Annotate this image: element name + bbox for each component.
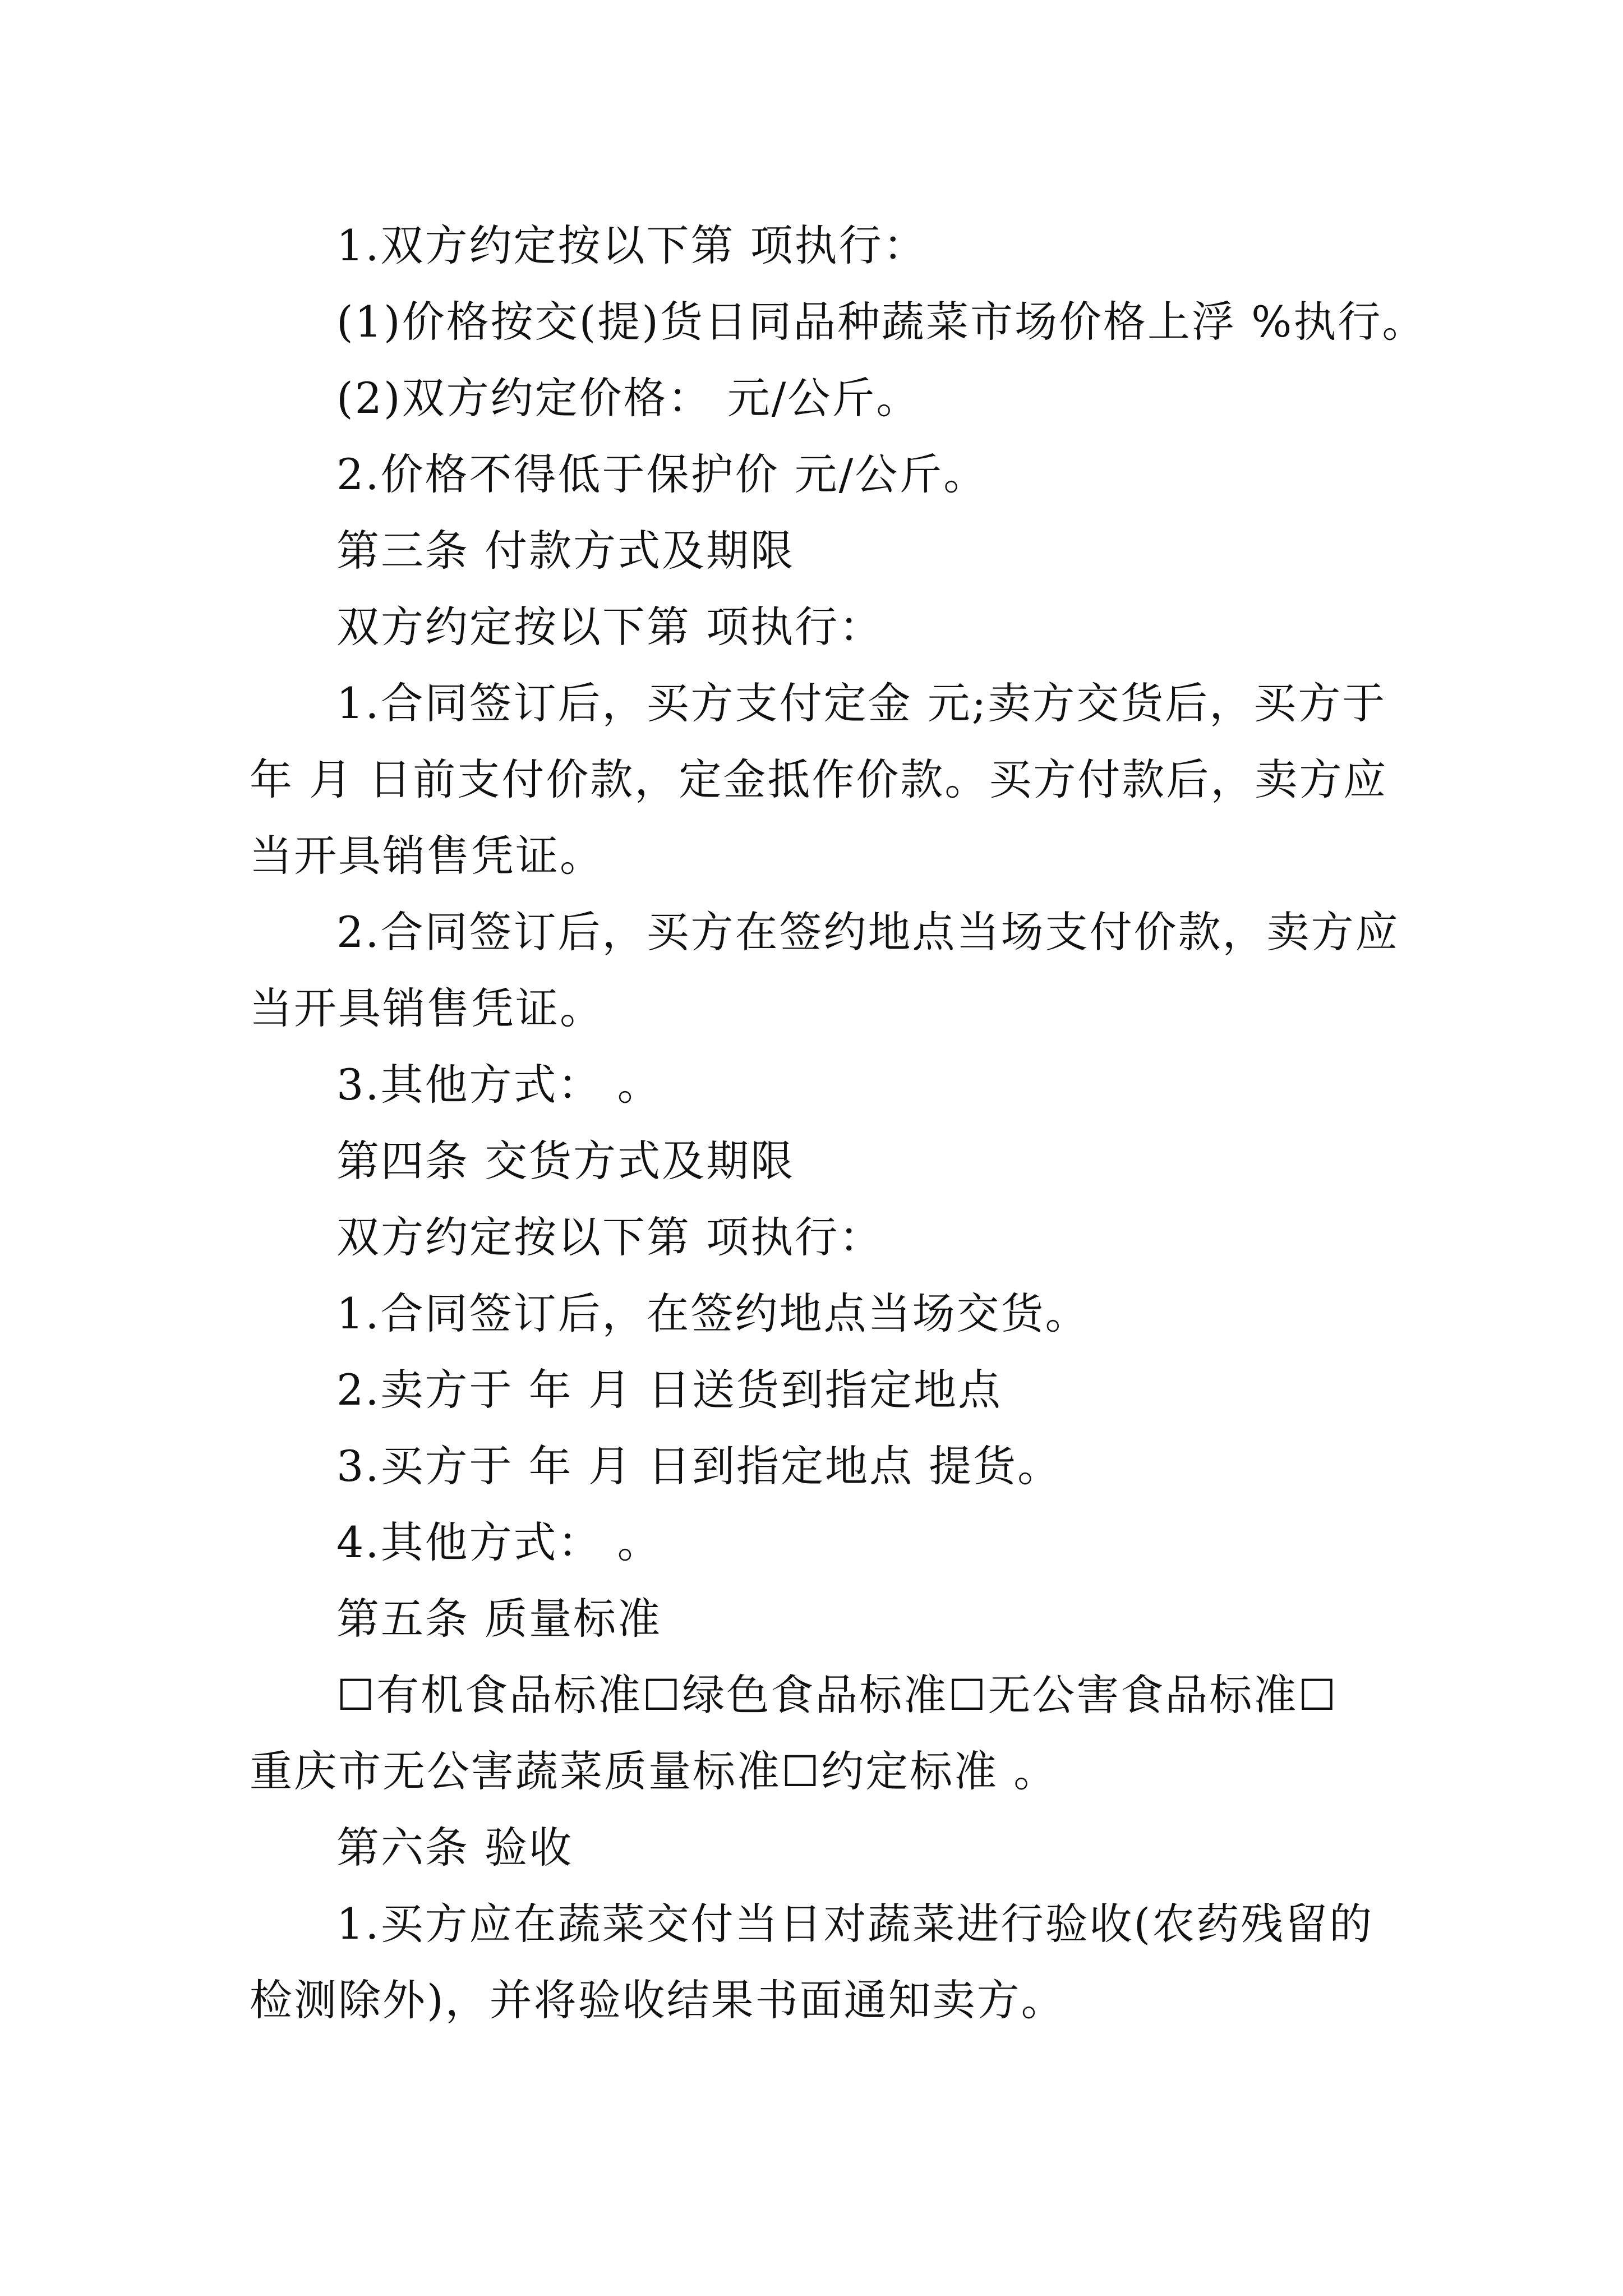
section-heading: 第四条 交货方式及期限 xyxy=(336,1136,795,1186)
text-line: (1)价格按交(提)货日同品种蔬菜市场价格上浮 %执行。 xyxy=(336,297,1427,347)
text-line: ☐有机食品标准☐绿色食品标准☐无公害食品标准☐ xyxy=(336,1670,1338,1720)
text-line: 2.价格不得低于保护价 元/公斤。 xyxy=(336,449,988,499)
section-heading: 第六条 验收 xyxy=(336,1823,574,1872)
text-line: 2.卖方于 年 月 日送货到指定地点 xyxy=(336,1365,1002,1415)
text-line: 双方约定按以下第 项执行： xyxy=(336,1212,884,1262)
text-line: 1.合同签订后，买方支付定金 元;卖方交货后，买方于 xyxy=(336,678,1387,728)
text-line: 双方约定按以下第 项执行： xyxy=(336,602,884,652)
text-line: 3.其他方式： 。 xyxy=(336,1060,662,1110)
text-line: 1.买方应在蔬菜交付当日对蔬菜进行验收(农药残留的 xyxy=(336,1899,1374,1949)
text-line: 4.其他方式： 。 xyxy=(336,1517,662,1567)
text-line: 2.合同签订后，买方在签约地点当场支付价款，卖方应 xyxy=(336,907,1400,957)
text-line: 检测除外)，并将验收结果书面通知卖方。 xyxy=(250,1975,1066,2025)
text-line: 1.合同签订后，在签约地点当场交货。 xyxy=(336,1289,1090,1338)
text-line: 1.双方约定按以下第 项执行： xyxy=(336,220,928,270)
text-line: (2)双方约定价格： 元/公斤。 xyxy=(336,373,921,423)
section-heading: 第五条 质量标准 xyxy=(336,1594,662,1644)
text-line: 年 月 日前支付价款，定金抵作价款。买方付款后，卖方应 xyxy=(250,754,1388,804)
text-line: 当开具销售凭证。 xyxy=(250,983,604,1033)
text-line: 重庆市无公害蔬菜质量标准☐约定标准 。 xyxy=(250,1746,1058,1796)
text-line: 当开具销售凭证。 xyxy=(250,831,604,881)
text-line: 3.买方于 年 月 日到指定地点 提货。 xyxy=(336,1441,1062,1491)
section-heading: 第三条 付款方式及期限 xyxy=(336,526,795,576)
